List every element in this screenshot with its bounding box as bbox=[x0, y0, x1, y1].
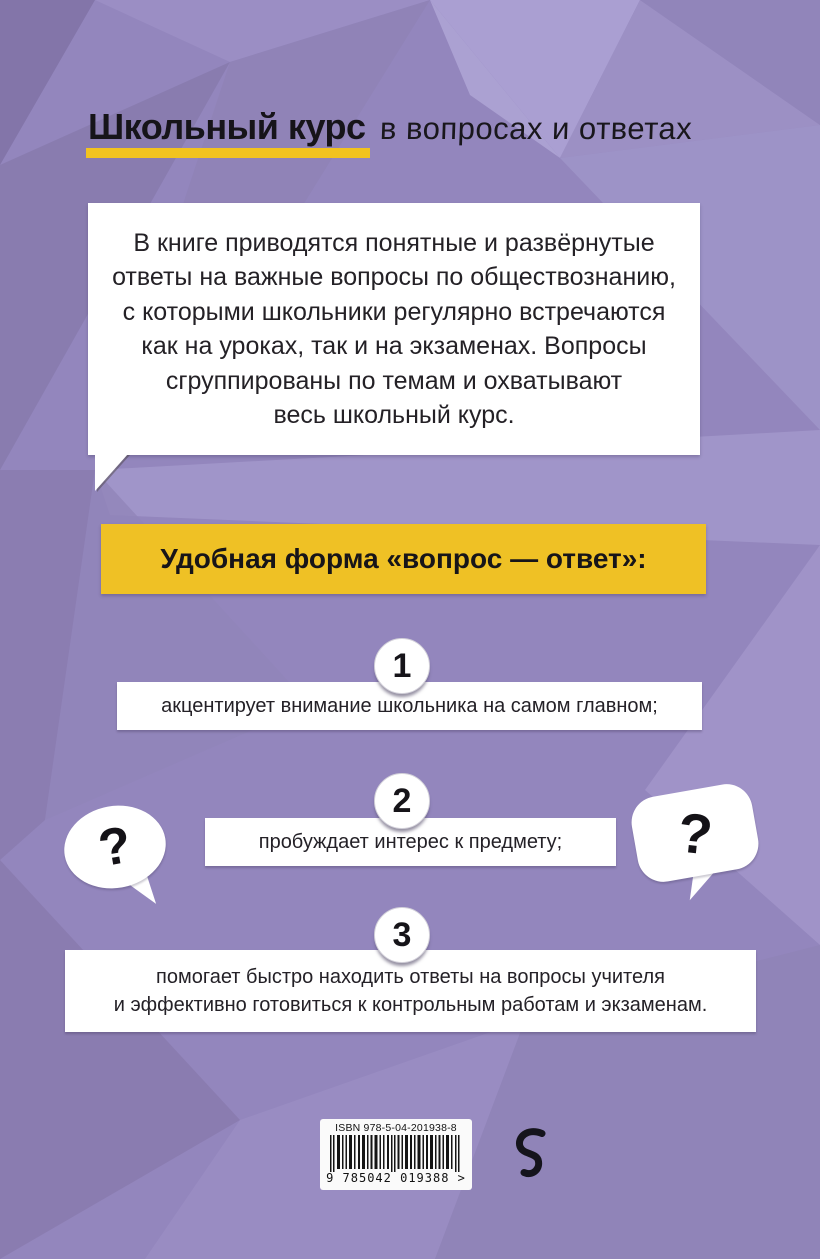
feature-number-3: 3 bbox=[392, 915, 412, 954]
feature-text: акцентирует внимание школьника на самом главном; bbox=[161, 695, 658, 717]
feature-banner bbox=[101, 524, 706, 594]
feature-number-1: 1 bbox=[392, 646, 412, 685]
series-title-script: в вопросах и ответах bbox=[378, 111, 693, 146]
series-title-bold-text: Школьный курс bbox=[88, 106, 366, 147]
feature-text: помогает быстро находить ответы на вопросы учителя bbox=[156, 966, 665, 988]
feature-number-badge-3 bbox=[374, 907, 430, 963]
question-bubble-right bbox=[634, 790, 756, 906]
barcode-digits: 9 785042 019388 > bbox=[326, 1171, 466, 1185]
feature-text: и эффективно готовиться к контрольным работам и экзаменам. bbox=[113, 994, 708, 1016]
speech-box-tail bbox=[95, 454, 128, 491]
feature-box-3 bbox=[65, 950, 756, 1032]
eksmo-publisher-logo-icon bbox=[513, 1127, 549, 1180]
description-line: В книге приводятся понятные и развёрнутые bbox=[133, 228, 655, 257]
feature-number-badge-2 bbox=[374, 773, 430, 829]
yellow-underline bbox=[86, 148, 370, 158]
description-line: сгруппированы по темам и охватывают bbox=[165, 366, 623, 395]
isbn-barcode-label bbox=[320, 1119, 472, 1190]
feature-number-badge-1 bbox=[374, 638, 430, 694]
series-title-bold bbox=[88, 106, 366, 148]
banner-label: Удобная форма «вопрос — ответ»: bbox=[160, 543, 647, 574]
page-title bbox=[88, 106, 692, 148]
description-line: весь школьный курс. bbox=[273, 401, 515, 429]
speech-bubble-icon bbox=[627, 780, 762, 886]
description-line: как на уроках, так и на экзаменах. Вопросы bbox=[141, 332, 647, 360]
question-mark-icon: ? bbox=[94, 815, 136, 879]
isbn-number: ISBN 978-5-04-201938-8 bbox=[335, 1122, 457, 1134]
question-mark-icon: ? bbox=[674, 799, 716, 867]
description-line: ответы на важные вопросы по обществознанию, bbox=[112, 263, 676, 291]
speech-bubble-icon bbox=[58, 798, 173, 896]
feature-number-2: 2 bbox=[392, 781, 412, 820]
description-line: с которыми школьники регулярно встречаются bbox=[122, 297, 666, 326]
question-bubble-left bbox=[64, 806, 166, 898]
feature-text: пробуждает интерес к предмету; bbox=[258, 831, 563, 853]
description-speech-box bbox=[88, 203, 700, 455]
barcode-icon bbox=[328, 1135, 464, 1172]
